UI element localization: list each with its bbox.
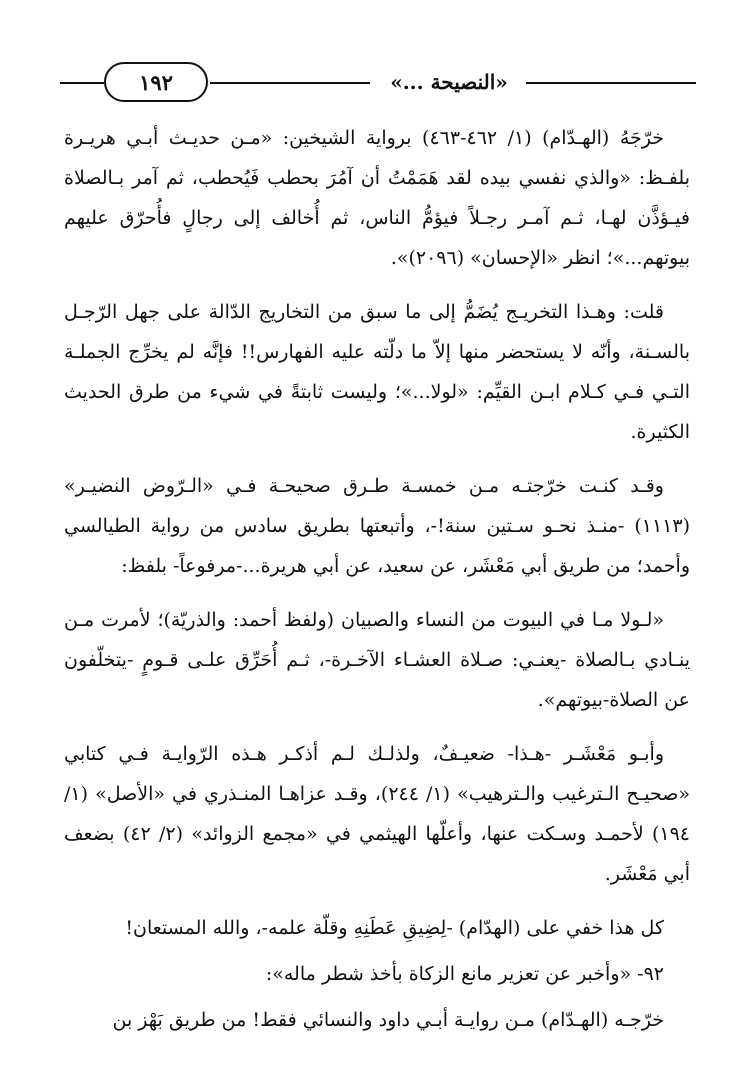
paragraph-hadith-quote: «لـولا مـا في البيوت من النساء والصبيان (ولفظ أحمد: والذريّة)؛ لأمرت مـن ينـادي بـالصلاة -يعنـي: صـلاة العشـاء الآخـرة-، ثـم أُحَرِّق علـى قـومٍ -يتخلّفون عن الصلاة-بيوتهم». — [64, 609, 690, 711]
page-header — [60, 58, 696, 104]
header-rule-right — [526, 82, 696, 84]
page-number: ١٩٢ — [104, 62, 208, 102]
paragraph-rawd: وقـد كنـت خرّجتـه مـن خمسـة طـرق صحيحـة فـي «الـرّوض النضيـر» (١١١٣) -منـذ نحـو سـتين سنة!-، وأتبعتها بطريق سادس من رواية الطيالسي وأحمد؛ من طريق أبي مَعْشَر، عن سعيد، عن أبي هريرة...-مرفوعاً- بلفظ: — [64, 475, 690, 577]
paragraph-conclusion: كل هذا خفي على (الهدّام) -لِضِيقِ عَطَنِهِ وقلّة علمه-، والله المستعان! — [125, 917, 664, 939]
paragraph-final: خرّجـه (الهـدّام) مـن روايـة أبـي داود والنسائي فقط! من طريق بَهْز بن — [112, 1009, 664, 1031]
paragraph-comment: قلت: وهـذا التخريـج يُضَمُّ إلى ما سبق من التخاريج الدّالة على جهل الرّجـل بالسـنة، وأنّه لا يستحضر منها إلاّ ما دلّته عليه الفهارس!! فإنَّه لم يخرِّج الجملـة التـي فـي كـلام ابـن القيِّم: «لولا...»؛ وليست ثابتةً في شيء من طرق الحديث الكثيرة. — [64, 301, 690, 443]
paragraph-abu-mashar: وأبـو مَعْشَـر -هـذا- ضعيـفٌ، ولذلـك لـم أذكـر هـذه الرّوايـة فـي كتابي «صحيـح الـترغيب والـترهيب» (١/ ٢٤٤)، وقـد عزاهـا المنـذري في «الأصل» (١/ ١٩٤) لأحمـد وسـكت عنها، وأعلّها الهيثمي في «مجمع الزوائد» (٢/ ٤٢) بضعف أبي مَعْشَر. — [64, 743, 690, 885]
running-title: «النصيحة ...» — [390, 70, 508, 94]
header-rule-middle — [210, 82, 370, 84]
numbered-item-92: ٩٢- «وأخبر عن تعزير مانع الزكاة بأخذ شطر ماله»: — [265, 963, 664, 985]
header-rule-left — [60, 82, 104, 84]
paragraph-takhrij: خرّجَهُ (الهـدّام) (١/ ٤٦٢-٤٦٣) برواية الشيخين: «مـن حديـث أبـي هريـرة بلفـظ: «والذي نفسي بيده لقد هَمَمْتُ أن آمُرَ بحطب فَيُحطب، ثم آمر بـالصلاة فيـؤذَّن لهـا، ثـم آمـر رجـلاً فيؤمُّ الناس، ثم أُخالف إلى رجالٍ فأُحرّق عليهم بيوتهم...»؛ انظر «الإحسان» (٢٠٩٦)». — [64, 127, 690, 269]
body-text — [64, 118, 690, 1054]
